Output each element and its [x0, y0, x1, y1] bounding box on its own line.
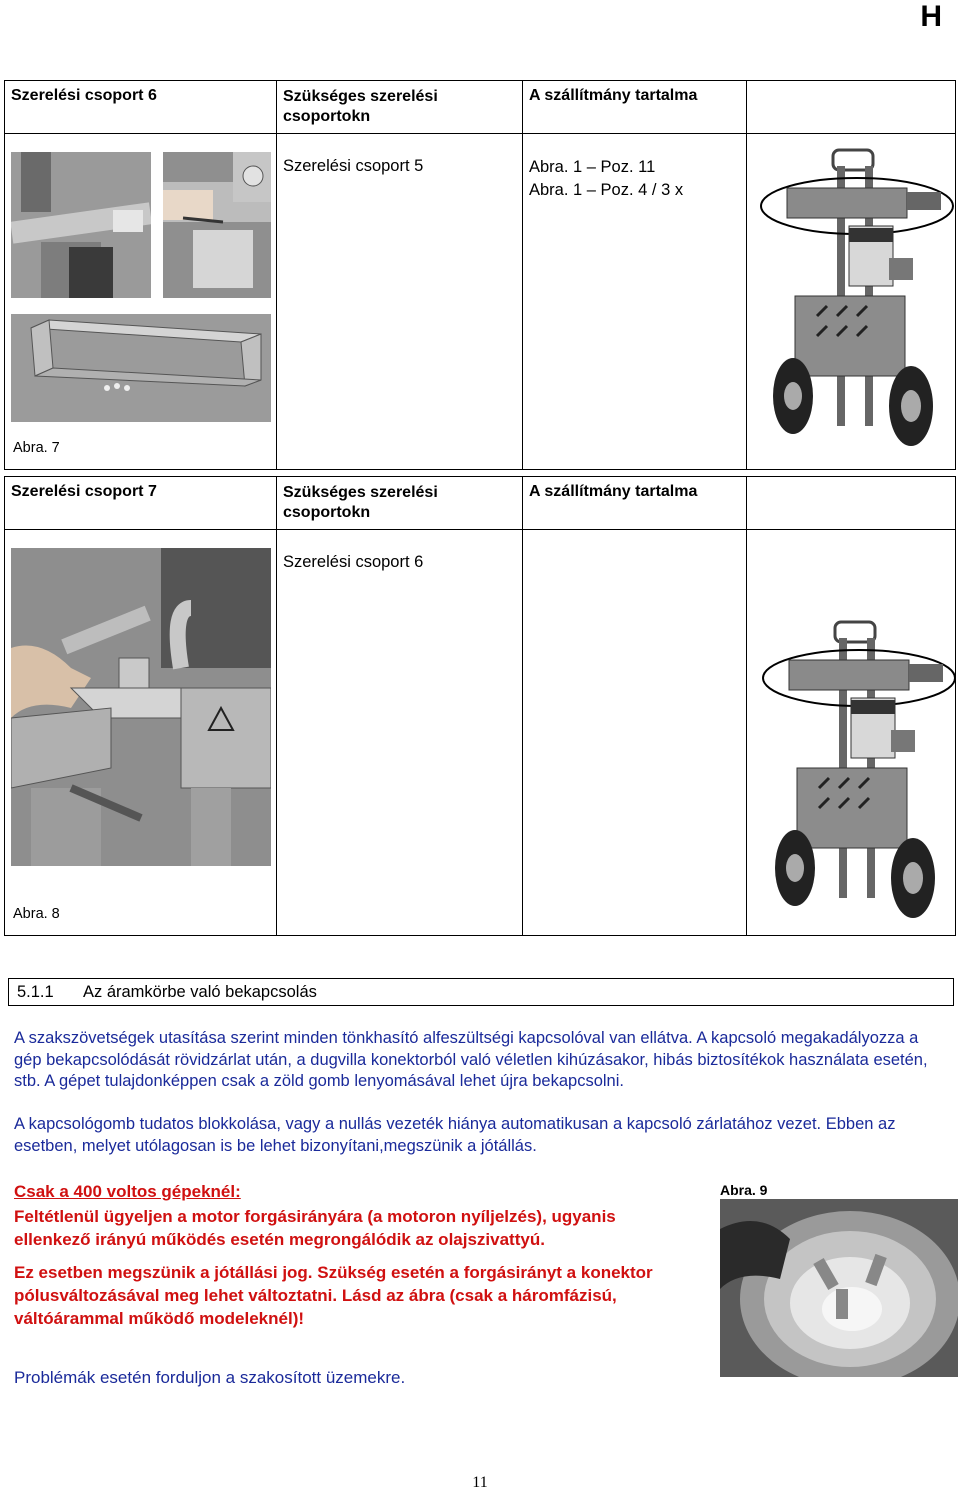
figure-9-label: Abra. 9: [720, 1182, 768, 1198]
group6-content-line-2: Abra. 1 – Poz. 4 / 3 x: [529, 181, 684, 199]
assembly-photo-3: [11, 314, 271, 422]
section-title: Az áramkörbe való bekapcsolás: [83, 983, 317, 1001]
group7-col1-header: Szerelési csoport 7: [5, 477, 277, 530]
warning-text-1: Feltétlenül ügyeljen a motor forgásirányára (a motoron nyíljelzés), ugyanis ellenkező irányú működés esetén megrongálódik az olajszivattyú.: [14, 1207, 616, 1249]
contact-note: Problémák esetén forduljon a szakosított üzemekre.: [14, 1368, 406, 1387]
group6-delivery-content: [523, 134, 747, 470]
group6-required-groups: Szerelési csoport 5: [277, 134, 523, 470]
figure-7-label: Abra. 7: [13, 440, 60, 456]
voltage-warning-block: [14, 1180, 694, 1340]
page-number: 11: [472, 1474, 488, 1491]
group6-content-line-1: Abra. 1 – Poz. 11: [529, 158, 656, 176]
warning-text-2: Ez esetben megszünik a jótállási jog. Szükség esetén a forgásirányt a konektor pólusváltozásával meg lehet változtatni. Lásd az ábra (csak a háromfázisú, váltóárammal működő modeleknél)!: [14, 1263, 653, 1328]
section-number: 5.1.1: [17, 983, 54, 1001]
group7-delivery-content: [523, 530, 747, 936]
group7-col2-header-cell: [277, 477, 523, 530]
group6-col4-header: [747, 81, 956, 134]
log-splitter-illustration-1: [757, 146, 960, 456]
group7-required-groups: Szerelési csoport 6: [277, 530, 523, 936]
warning-heading: Csak a 400 voltos gépeknél:: [14, 1182, 241, 1201]
assembly-photo-2: [163, 152, 271, 298]
group6-machine-cell: [747, 134, 956, 470]
language-mark: H: [920, 0, 942, 33]
paragraph-warranty-info: A kapcsológomb tudatos blokkolása, vagy a nullás vezeték hiánya automatikusan a kapcsoló zárlatához vezet. Ebben az esetben, melyet utólagosan is be lehet bizonyítani,megszünik a jótállás.: [14, 1115, 896, 1155]
group6-col2-header-cell: [277, 81, 523, 134]
assembly-photo-1: [11, 152, 151, 298]
paragraph-switch-info: A szakszövetségek utasítása szerint minden tönkhasító alfeszültségi kapcsolóval van ellátva. A kapcsoló megakadályozza a gép bekapcsolódását rövidzárlat után, a dugvilla konektorból való véletlen kihúzásakor, hibás biztosítékok használata esetén, stb. A gépet tulajdonképpen csak a zöld gomb lenyomásával lehet újra bekapcsolni.: [14, 1029, 928, 1090]
group7-col3-header: A szállítmány tartalma: [523, 477, 747, 530]
assembly-group-7-table: [4, 476, 956, 936]
group6-col1-header: Szerelési csoport 6: [5, 81, 277, 134]
section-heading: [8, 978, 954, 1006]
figure-8-label: Abra. 8: [13, 906, 60, 922]
group7-col2-header: Szükséges szerelési csoportokn: [283, 484, 438, 521]
group7-col4-header: [747, 477, 956, 530]
wrench-assembly-photo: [11, 548, 271, 866]
group7-photos-cell: [5, 530, 277, 936]
group7-machine-cell: [747, 530, 956, 936]
log-splitter-illustration-2: [759, 618, 960, 928]
group6-photos-cell: [5, 134, 277, 470]
connector-photo: [720, 1199, 958, 1377]
group6-col3-header: A szállítmány tartalma: [523, 81, 747, 134]
assembly-group-6-table: [4, 80, 956, 470]
group6-col2-header: Szükséges szerelési csoportokn: [283, 88, 438, 125]
